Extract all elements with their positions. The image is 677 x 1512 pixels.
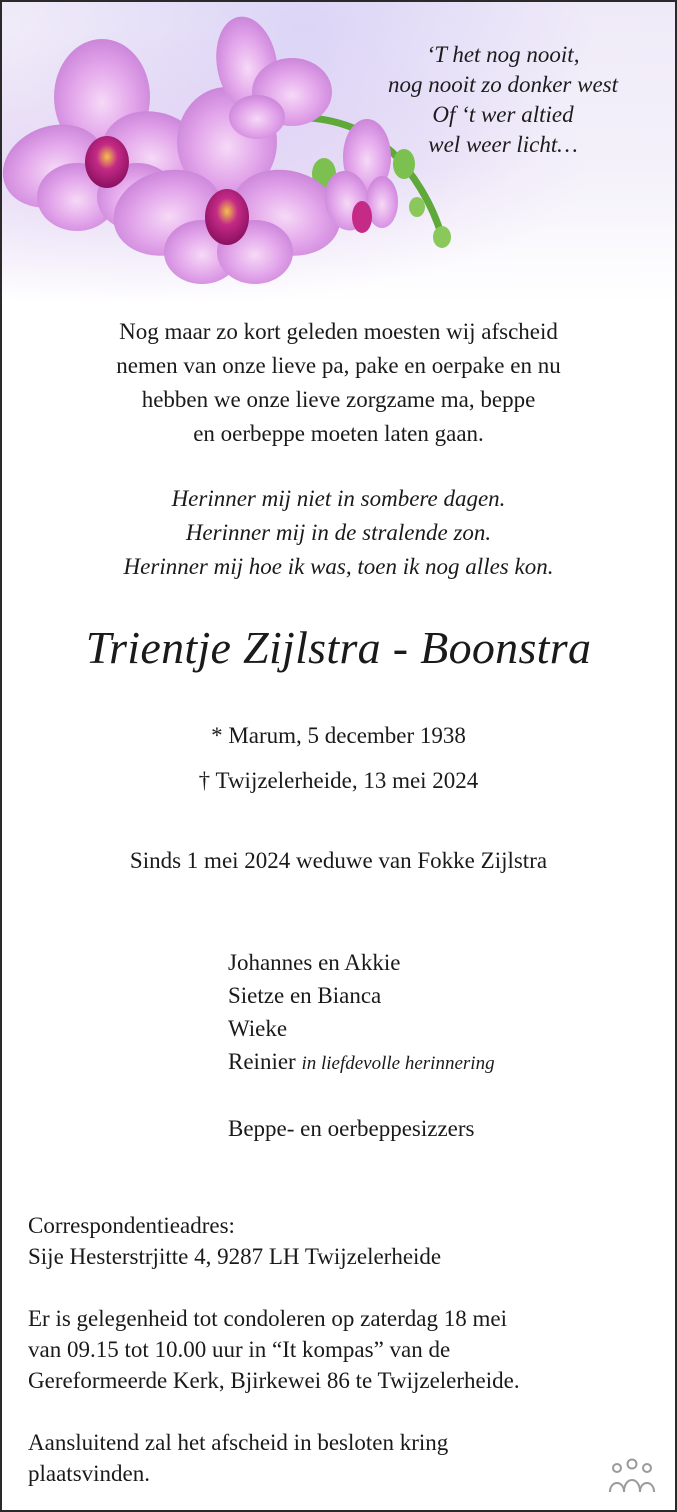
poem-line: Herinner mij in de stralende zon.	[185, 520, 492, 545]
condolence-line: Er is gelegenheid tot condoleren op zaterdag 18 mei	[28, 1306, 507, 1331]
orchid-banner	[2, 2, 675, 302]
intro-line: nemen van onze lieve pa, pake en oerpake en nu	[116, 353, 561, 378]
family-member-name: Wieke	[228, 1016, 288, 1041]
quote-line: wel weer licht…	[428, 132, 578, 157]
intro-line: Nog maar zo kort geleden moesten wij afscheid	[119, 319, 558, 344]
correspondence-address: Sije Hesterstrjitte 4, 9287 LH Twijzelerheide	[28, 1244, 442, 1269]
intro-line: hebben we onze lieve zorgzame ma, beppe	[141, 387, 536, 412]
farewell-block	[28, 1427, 648, 1489]
death-line: † Twijzelerheide, 13 mei 2024	[198, 768, 479, 793]
deceased-name: Trientje Zijlstra - Boonstra	[85, 622, 592, 673]
family-member	[228, 979, 648, 1012]
poem-line: Herinner mij niet in sombere dagen.	[171, 486, 506, 511]
poem-line: Herinner mij hoe ik was, toen ik nog alles kon.	[123, 554, 554, 579]
family-member	[228, 1045, 648, 1080]
family-member	[228, 1012, 648, 1045]
poem	[2, 482, 675, 584]
quote-line: nog nooit zo donker west	[388, 72, 618, 97]
farewell-line: plaatsvinden.	[28, 1461, 150, 1486]
condolence-line: van 09.15 tot 10.00 uur in “It kompas” van de	[28, 1337, 451, 1362]
family-member	[228, 946, 648, 979]
quote-line: ‘T het nog nooit,	[426, 42, 580, 67]
family-list	[228, 946, 648, 1080]
family-member-name: Reinier	[228, 1049, 296, 1074]
condolence-line: Gereformeerde Kerk, Bjirkewei 86 te Twijzelerheide.	[28, 1368, 520, 1393]
intro-text	[2, 315, 675, 451]
condolence-block	[28, 1303, 648, 1396]
correspondence-label: Correspondentieadres:	[28, 1213, 235, 1238]
family-member-name: Johannes en Akkie	[228, 950, 401, 975]
practical-info	[28, 1210, 648, 1512]
farewell-line: Aansluitend zal het afscheid in besloten kring	[28, 1430, 449, 1455]
intro-line: en oerbeppe moeten laten gaan.	[193, 421, 484, 446]
people-group-icon	[607, 1456, 657, 1496]
grandchildren-line: Beppe- en oerbeppesizzers	[228, 1116, 475, 1141]
family-member-name: Sietze en Bianca	[228, 983, 382, 1008]
widow-line: Sinds 1 mei 2024 weduwe van Fokke Zijlstra	[129, 848, 548, 873]
banner-quote	[353, 40, 653, 160]
quote-line: Of ‘t wer altied	[432, 102, 574, 127]
correspondence-block	[28, 1210, 648, 1272]
birth-line: * Marum, 5 december 1938	[211, 723, 466, 748]
family-member-note: in liefdevolle herinnering	[301, 1053, 495, 1074]
